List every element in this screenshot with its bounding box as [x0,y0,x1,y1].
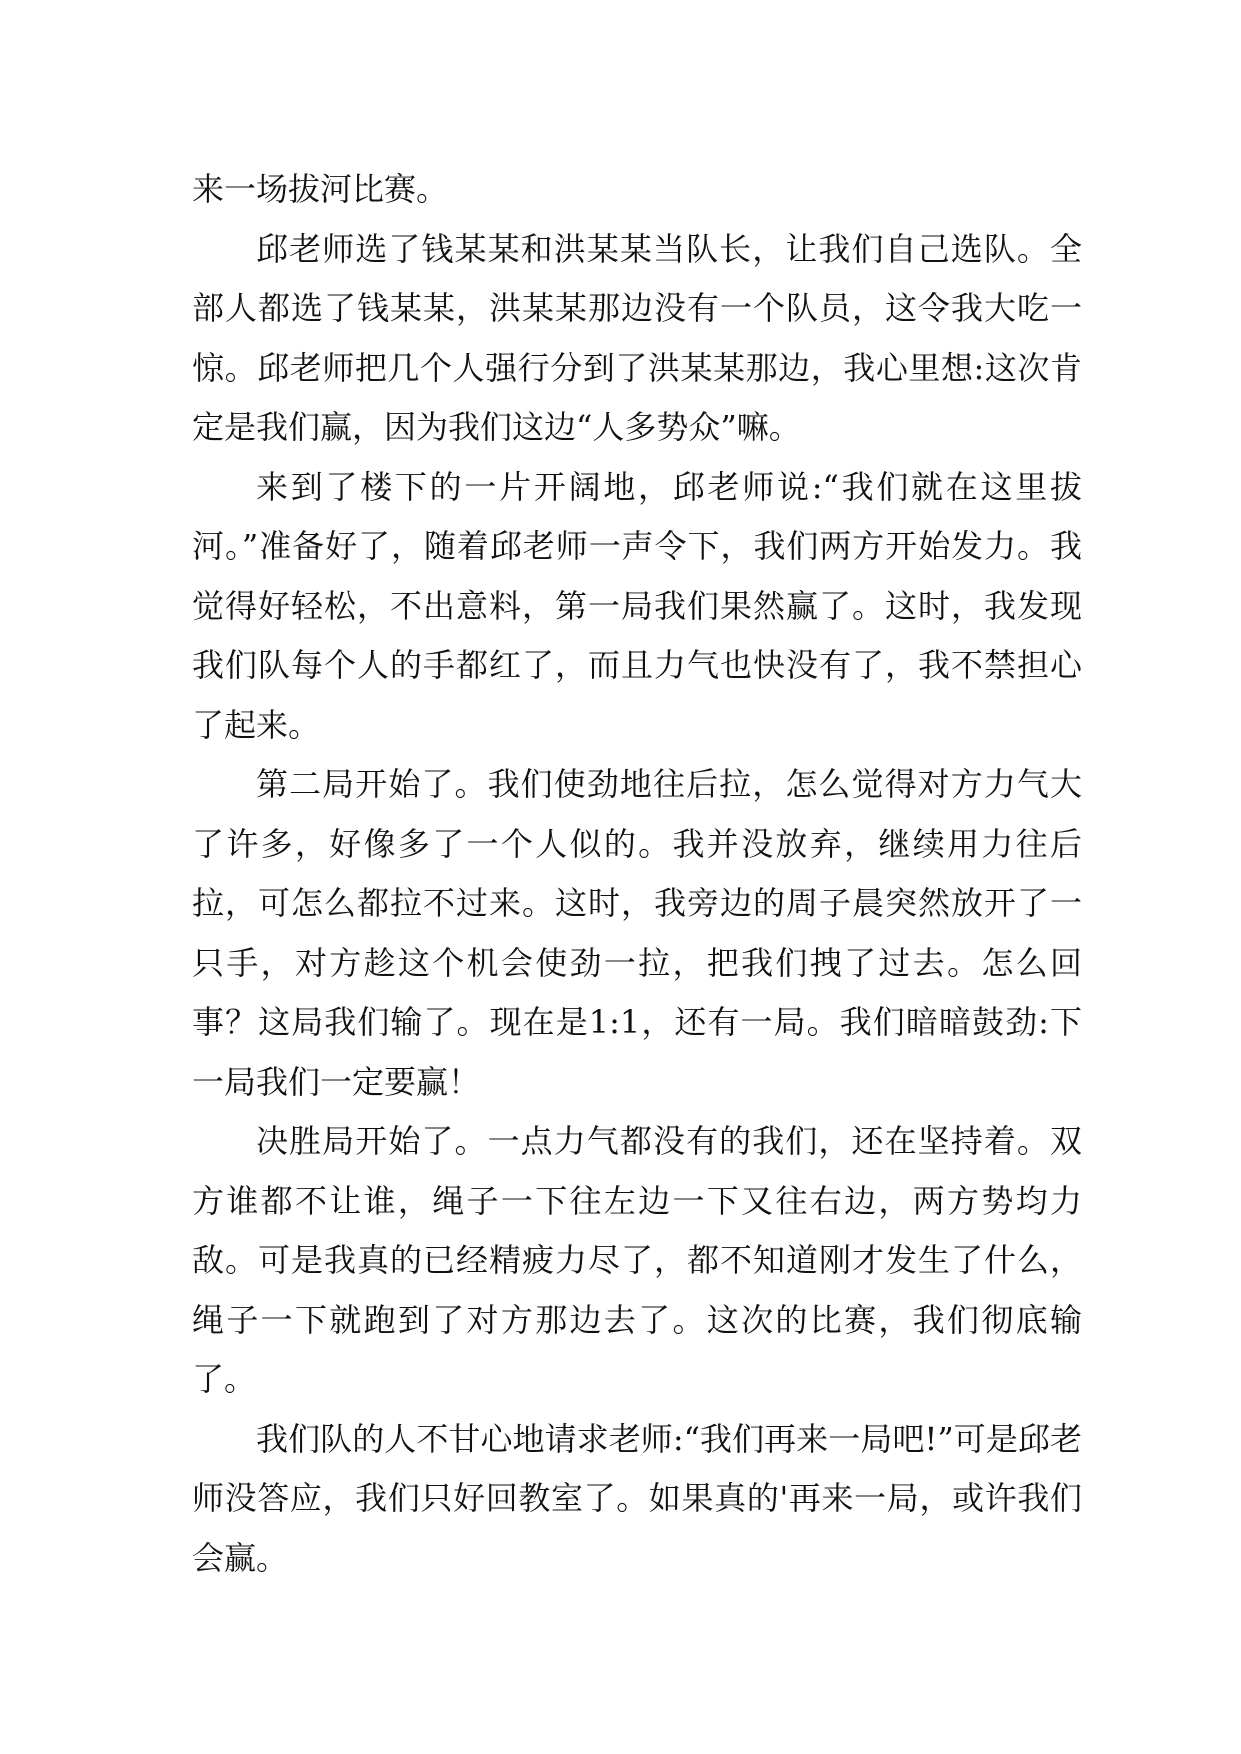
paragraph-2: 邱老师选了钱某某和洪某某当队长，让我们自己选队。全部人都选了钱某某，洪某某那边没有一个队员，这令我大吃一惊。邱老师把几个人强行分到了洪某某那边，我心里想:这次肯定是我们赢，因为我们这边“人多势众”嘛。 [192,229,1082,446]
document-page [192,160,1082,1588]
paragraph-4: 第二局开始了。我们使劲地往后拉，怎么觉得对方力气大了许多，好像多了一个人似的。我并没放弃，继续用力往后拉，可怎么都拉不过来。这时，我旁边的周子晨突然放开了一只手，对方趁这个机会使劲一拉，把我们拽了过去。怎么回事？这局我们输了。现在是1:1，还有一局。我们暗暗鼓劲:下一局我们一定要赢！ [192,765,1082,1101]
paragraph-5: 决胜局开始了。一点力气都没有的我们，还在坚持着。双方谁都不让谁，绳子一下往左边一下又往右边，两方势均力敌。可是我真的已经精疲力尽了，都不知道刚才发生了什么，绳子一下就跑到了对方那边去了。这次的比赛，我们彻底输了。 [192,1122,1082,1398]
paragraph-3: 来到了楼下的一片开阔地，邱老师说:“我们就在这里拔河。”准备好了，随着邱老师一声令下，我们两方开始发力。我觉得好轻松，不出意料，第一局我们果然赢了。这时，我发现我们队每个人的手都红了，而且力气也快没有了，我不禁担心了起来。 [192,467,1082,744]
paragraph-1: 来一场拔河比赛。 [192,170,449,208]
paragraph-6: 我们队的人不甘心地请求老师:“我们再来一局吧!”可是邱老师没答应，我们只好回教室了。如果真的'再来一局，或许我们会赢。 [192,1419,1082,1577]
